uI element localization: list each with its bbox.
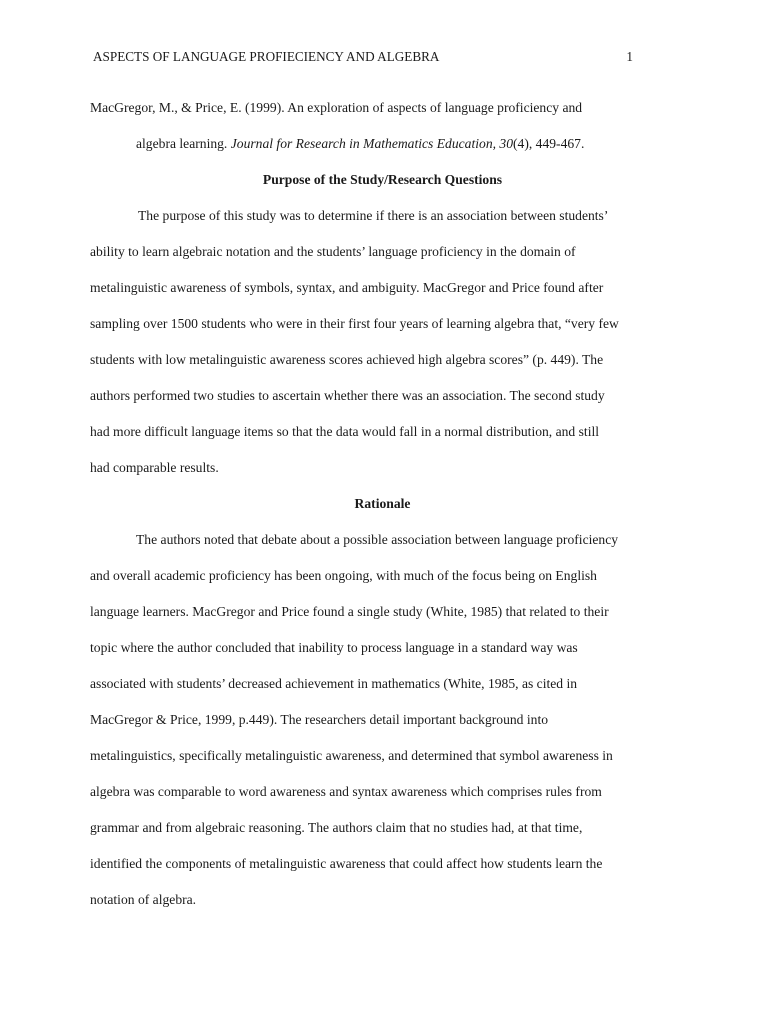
paragraph-line: MacGregor & Price, 1999, p.449). The researchers detail important background into — [90, 712, 549, 727]
paragraph-line: grammar and from algebraic reasoning. The authors claim that no studies had, at that time, — [90, 820, 583, 835]
reference-line-1: MacGregor, M., & Price, E. (1999). An exploration of aspects of language proficiency and — [90, 100, 583, 115]
section-rationale — [90, 486, 680, 918]
paragraph-line: algebra was comparable to word awareness and syntax awareness which comprises rules from — [90, 784, 602, 799]
paragraph-line: had more difficult language items so that the data would fall in a normal distribution, and still — [90, 424, 600, 439]
page-number: 1 — [626, 49, 633, 64]
paragraph-line: identified the components of metalinguistic awareness that could affect how students learn the — [90, 856, 603, 871]
paragraph-line: and overall academic proficiency has been ongoing, with much of the focus being on English — [90, 568, 597, 583]
section-purpose — [90, 162, 680, 486]
reference-plain: algebra learning. — [136, 136, 231, 151]
paragraph-line: metalinguistics, specifically metalinguistic awareness, and determined that symbol awareness in — [90, 748, 613, 763]
reference-line-2 — [90, 126, 680, 162]
section-heading-purpose: Purpose of the Study/Research Questions — [262, 172, 503, 187]
reference-journal: Journal for Research in Mathematics Education, 30 — [230, 136, 514, 151]
paragraph-line: associated with students’ decreased achievement in mathematics (White, 1985, as cited in — [90, 676, 578, 691]
reference-citation — [90, 90, 680, 162]
paragraph-line: The purpose of this study was to determine if there is an association between students’ — [138, 208, 609, 223]
reference-tail: (4), 449-467. — [513, 136, 585, 151]
paragraph-line: had comparable results. — [90, 460, 219, 475]
paragraph-line: notation of algebra. — [90, 892, 197, 907]
paragraph-line: sampling over 1500 students who were in their first four years of learning algebra that, “very few — [90, 316, 619, 331]
running-title: ASPECTS OF LANGUAGE PROFIECIENCY AND ALGEBRA — [93, 49, 440, 64]
running-head — [93, 47, 633, 67]
section-heading-rationale: Rationale — [354, 496, 411, 511]
paragraph-line: students with low metalinguistic awareness scores achieved high algebra scores” (p. 449). The — [90, 352, 604, 367]
paragraph-line: ability to learn algebraic notation and the students’ language proficiency in the domain of — [90, 244, 576, 259]
paragraph-line: metalinguistic awareness of symbols, syntax, and ambiguity. MacGregor and Price found after — [90, 280, 604, 295]
paragraph-line: topic where the author concluded that inability to process language in a standard way was — [90, 640, 578, 655]
paragraph-line: The authors noted that debate about a possible association between language proficiency — [136, 532, 619, 547]
paragraph-line: authors performed two studies to ascertain whether there was an association. The second study — [90, 388, 605, 403]
document-body — [90, 90, 680, 918]
paragraph-line: language learners. MacGregor and Price found a single study (White, 1985) that related to their — [90, 604, 609, 619]
